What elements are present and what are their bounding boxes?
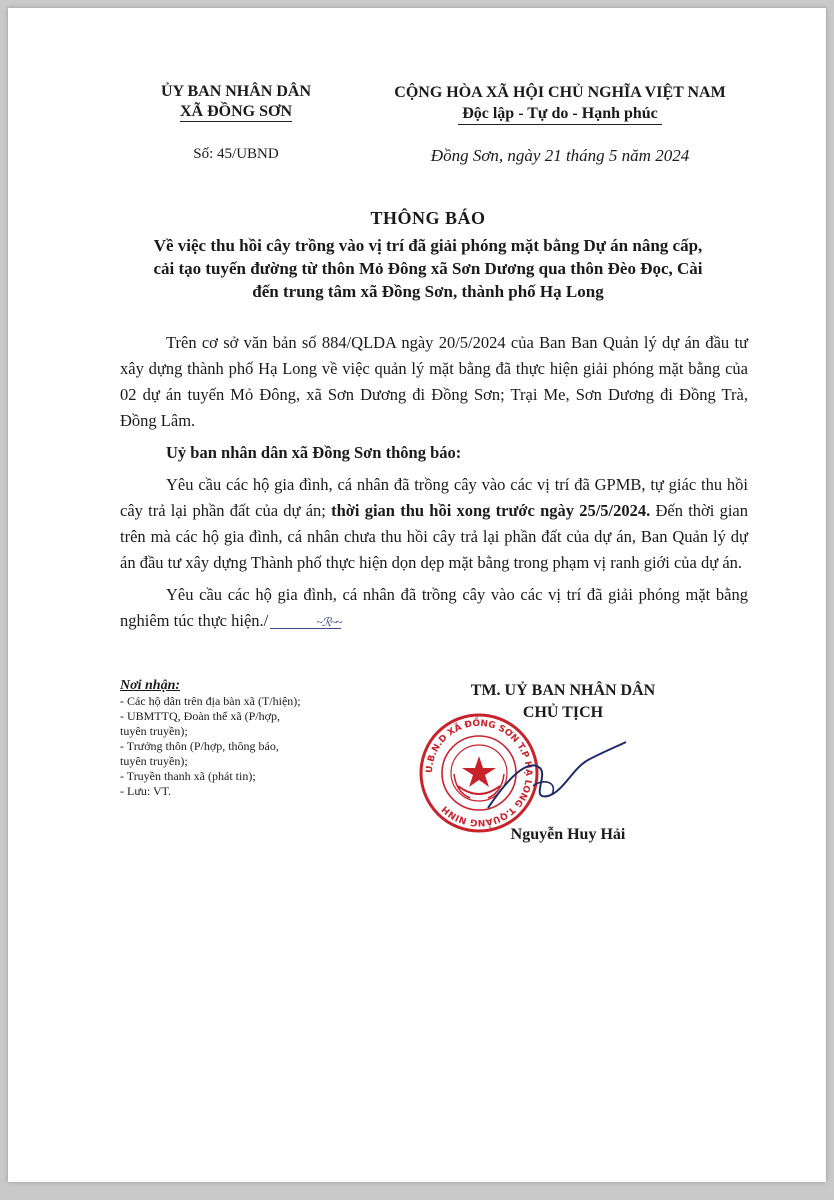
body-paragraph-1: Trên cơ sở văn bản số 884/QLDA ngày 20/5/2024 của Ban Ban Quản lý dự án đầu tư xây dựng thành phố Hạ Long về việc quản lý mặt bằng đã thực hiện giải phóng mặt bằng của 02 dự án tuyến Mỏ Đông, xã Sơn Dương đi Đồng Sơn; Trại Me, Sơn Dương đi Đồng Trà, Đồng Lâm. [120, 333, 748, 430]
signature-icon [478, 738, 628, 828]
document-title: THÔNG BÁO [370, 208, 486, 228]
deadline-text: thời gian thu hồi xong trước ngày 25/5/2024. [331, 501, 651, 520]
document-number: Số: 45/UBND [193, 146, 279, 162]
recipient-item: - Lưu: VT. [120, 784, 172, 798]
seal-text: U.B.N.D XÃ ĐỒNG SƠN T.P HẠ LONG T.QUẢNG NINH [424, 718, 534, 828]
country-name: CỘNG HÒA XÃ HỘI CHỦ NGHĨA VIỆT NAM [394, 84, 726, 101]
subtitle-line: đến trung tâm xã Đồng Sơn, thành phố Hạ Long [252, 282, 604, 301]
recipient-item: tuyên truyền); [120, 754, 188, 768]
signer-authority: TM. UỶ BAN NHÂN DÂN [470, 682, 656, 699]
authority-line2: XÃ ĐỒNG SƠN [179, 103, 292, 120]
recipients-list [120, 678, 360, 799]
body-paragraph-2 [120, 472, 748, 576]
recipient-item: - UBMTTQ, Đoàn thể xã (P/hợp, [120, 709, 280, 723]
signer-title: CHỦ TỊCH [522, 704, 604, 721]
issuing-authority [136, 82, 336, 122]
subtitle-line: cải tạo tuyến đường từ thôn Mỏ Đông xã Sơn Dương qua thôn Đèo Đọc, Cài [153, 259, 703, 278]
body-paragraph-3 [120, 582, 748, 634]
recipient-item: tuyên truyền); [120, 724, 188, 738]
recipient-item: - Truyền thanh xã (phát tin); [120, 769, 256, 783]
document-date: Đồng Sơn, ngày 21 tháng 5 năm 2024 [430, 146, 690, 165]
initials-mark: ~ℛ~~ [270, 616, 341, 629]
signer-name: Nguyễn Huy Hải [510, 826, 626, 843]
national-motto: Độc lập - Tự do - Hạnh phúc [458, 104, 662, 125]
body-lead: Uỷ ban nhân dân xã Đồng Sơn thông báo: [166, 443, 462, 462]
document-page [8, 8, 826, 1182]
para3-text: Yêu cầu các hộ gia đình, cá nhân đã trồng cây vào các vị trí đã giải phóng mặt bằng nghiêm túc thực hiện./ [120, 585, 748, 630]
para2-text-end: Đến thời gian trên mà các hộ gia đình, cá nhân chưa thu hồi cây trả lại phần đất của dự án, Ban Quản lý dự án đầu tư xây dựng Thành phố thực hiện dọn dẹp mặt bằng trong phạm vị ranh giới của dự án. [120, 501, 749, 572]
subtitle-line: Về việc thu hồi cây trồng vào vị trí đã giải phóng mặt bằng Dự án nâng cấp, [153, 236, 703, 255]
national-header [360, 82, 760, 125]
recipients-title: Nơi nhận: [120, 678, 181, 693]
authority-line1: ỦY BAN NHÂN DÂN [160, 83, 312, 100]
recipient-item: - Trưởng thôn (P/hợp, thông báo, [120, 739, 279, 753]
para2-text: Yêu cầu các hộ gia đình, cá nhân đã trồng cây vào các vị trí đã GPMB, tự giác thu hồi cây trả lại phần đất của dự án; [120, 475, 748, 520]
recipient-item: - Các hộ dân trên địa bàn xã (T/hiện); [120, 694, 301, 708]
document-subtitle [98, 234, 758, 303]
document-body [120, 330, 748, 640]
